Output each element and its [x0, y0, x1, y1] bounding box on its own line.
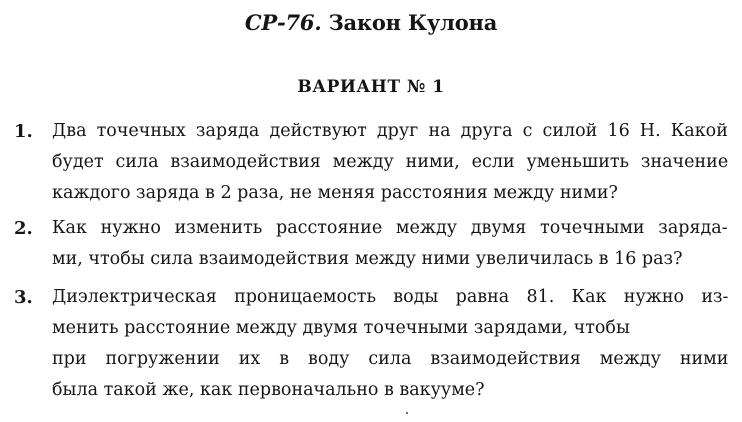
problem-line: будет сила взаимодействия между ними, если уменьшить значение [52, 152, 729, 172]
scan-speck [406, 412, 408, 414]
problem-number: 2. [14, 218, 33, 239]
work-code: СР-76. [244, 10, 322, 35]
problem-text [52, 282, 728, 406]
problem-line: Два точечных заряда действуют друг на друга с силой 16 Н. Какой [52, 121, 728, 141]
problem-line: была такой же, как первоначально в вакууме? [52, 380, 485, 400]
problem-line: при погружении их в воду сила взаимодействия между ними [52, 349, 729, 369]
problem-line: Диэлектрическая проницаемость воды равна 81. Как нужно из- [52, 287, 729, 307]
problem-number: 1. [14, 121, 33, 142]
problem-text [52, 116, 728, 209]
problem-line: каждого заряда в 2 раза, не меняя расстояния между ними? [52, 183, 618, 203]
problem-line: Как нужно изменить расстояние между двумя точечными заряда- [52, 218, 728, 238]
page-title [0, 9, 742, 37]
problem-line: менить расстояние между двумя точечными зарядами, чтобы [52, 318, 630, 338]
topic-title: Закон Кулона [328, 10, 498, 35]
variant-heading: ВАРИАНТ № 1 [297, 77, 445, 97]
problem-text [52, 213, 728, 275]
problem-number: 3. [14, 287, 33, 308]
problem-line: ми, чтобы сила взаимодействия между ними увеличилась в 16 раз? [52, 249, 683, 269]
